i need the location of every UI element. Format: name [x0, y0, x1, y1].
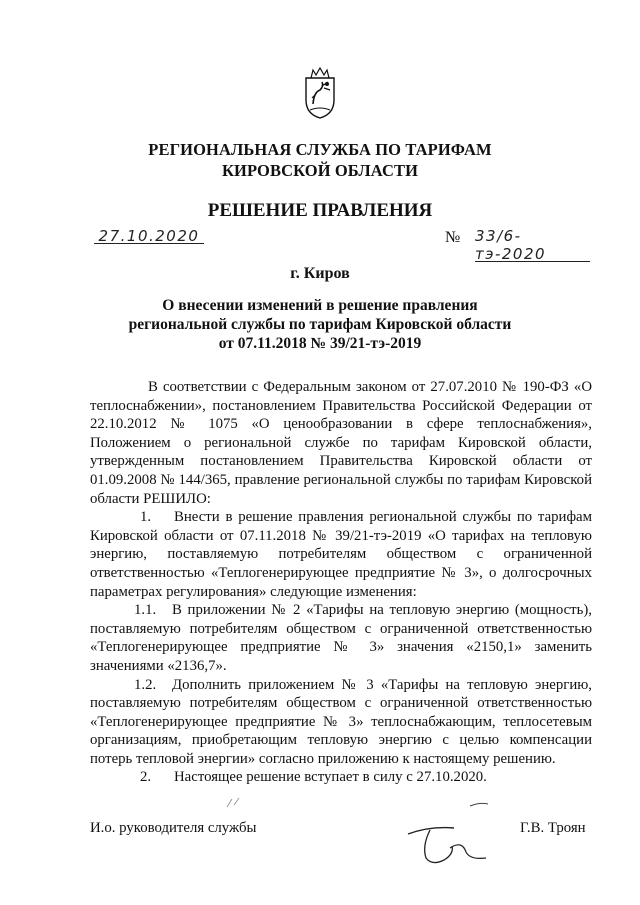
subject-line2: региональной службы по тарифам Кировской области	[128, 316, 512, 333]
paragraph-text: В приложении № 2 «Тарифы на тепловую энергию (мощность), поставляемую потребителям обществом с ограниченной ответственностью «Теплогенерирующее предприятие № 3» значения «2150,1» заменить значениями «2136,7».	[90, 602, 592, 674]
organization-name-line2: КИРОВСКОЙ ОБЛАСТИ	[221, 161, 419, 180]
number-sign: №	[445, 229, 461, 246]
paragraph-1-1	[90, 601, 592, 675]
signatory-role: И.о. руководителя службы	[90, 820, 257, 836]
subject-line1: О внесении изменений в решение правления	[162, 297, 478, 314]
paragraph-number: 1.	[140, 509, 152, 526]
paragraph-text: Внести в решение правления региональной службы по тарифам Кировской области от 07.11.2018 № 39/21-тэ-2019 «О тарифах на тепловую энергию, поставляемую потребителям обществом с ограниченной ответственностью «Теплогенерирующее предприятие № 3», о долгосрочных параметрах регулирования» следующие изменения:	[90, 509, 592, 600]
organization-name-line1: РЕГИОНАЛЬНАЯ СЛУЖБА ПО ТАРИФАМ	[148, 140, 492, 159]
document-type: РЕШЕНИЕ ПРАВЛЕНИЯ	[207, 200, 433, 221]
pen-mark-icon	[225, 795, 241, 809]
handwritten-date: 27.10.2020	[98, 227, 200, 245]
intro-paragraph: В соответствии с Федеральным законом от 27.07.2010 № 190-ФЗ «О теплоснабжении», постановлением Правительства Российской Федерации от 22.10.2012 № 1075 «О ценообразовании в сфере теплоснабжения», Положением о региональной службе по тарифам Кировской области, утвержденным постановлением Правительства Кировской области от 01.09.2008 № 144/365, правление региональной службы по тарифам Кировской области РЕШИЛО:	[90, 379, 592, 507]
paragraph-text: Дополнить приложением № 3 «Тарифы на тепловую энергию, поставляемую потребителям обществом с ограниченной ответственностью «Теплогенерирующее предприятие № 3» теплоснабжающим, теплосетевым организациям, приобретающим тепловую энергию с целью компенсации потерь тепловой энергии» согласно приложению к настоящему решению.	[90, 676, 592, 767]
decision-date	[94, 227, 204, 244]
paragraph-2	[90, 768, 592, 787]
paragraph-1	[90, 508, 592, 601]
city: г. Киров	[290, 265, 350, 282]
number-field	[475, 227, 590, 262]
document-subject	[0, 296, 640, 353]
paragraph-number: 1.1.	[134, 602, 157, 619]
signatory-name: Г.В. Троян	[520, 820, 586, 836]
coat-of-arms-icon	[302, 64, 338, 120]
paragraph-text: Настоящее решение вступает в силу с 27.10.2020.	[174, 769, 487, 786]
paragraph-number: 1.2.	[134, 676, 157, 693]
paragraph-1-2	[90, 676, 592, 769]
handwritten-number: 33/6-тэ-2020	[475, 227, 547, 263]
subject-line3: от 07.11.2018 № 39/21-тэ-2019	[218, 335, 422, 352]
document-body	[90, 378, 592, 787]
handwritten-signature-icon	[400, 800, 490, 870]
paragraph-number: 2.	[140, 769, 152, 786]
